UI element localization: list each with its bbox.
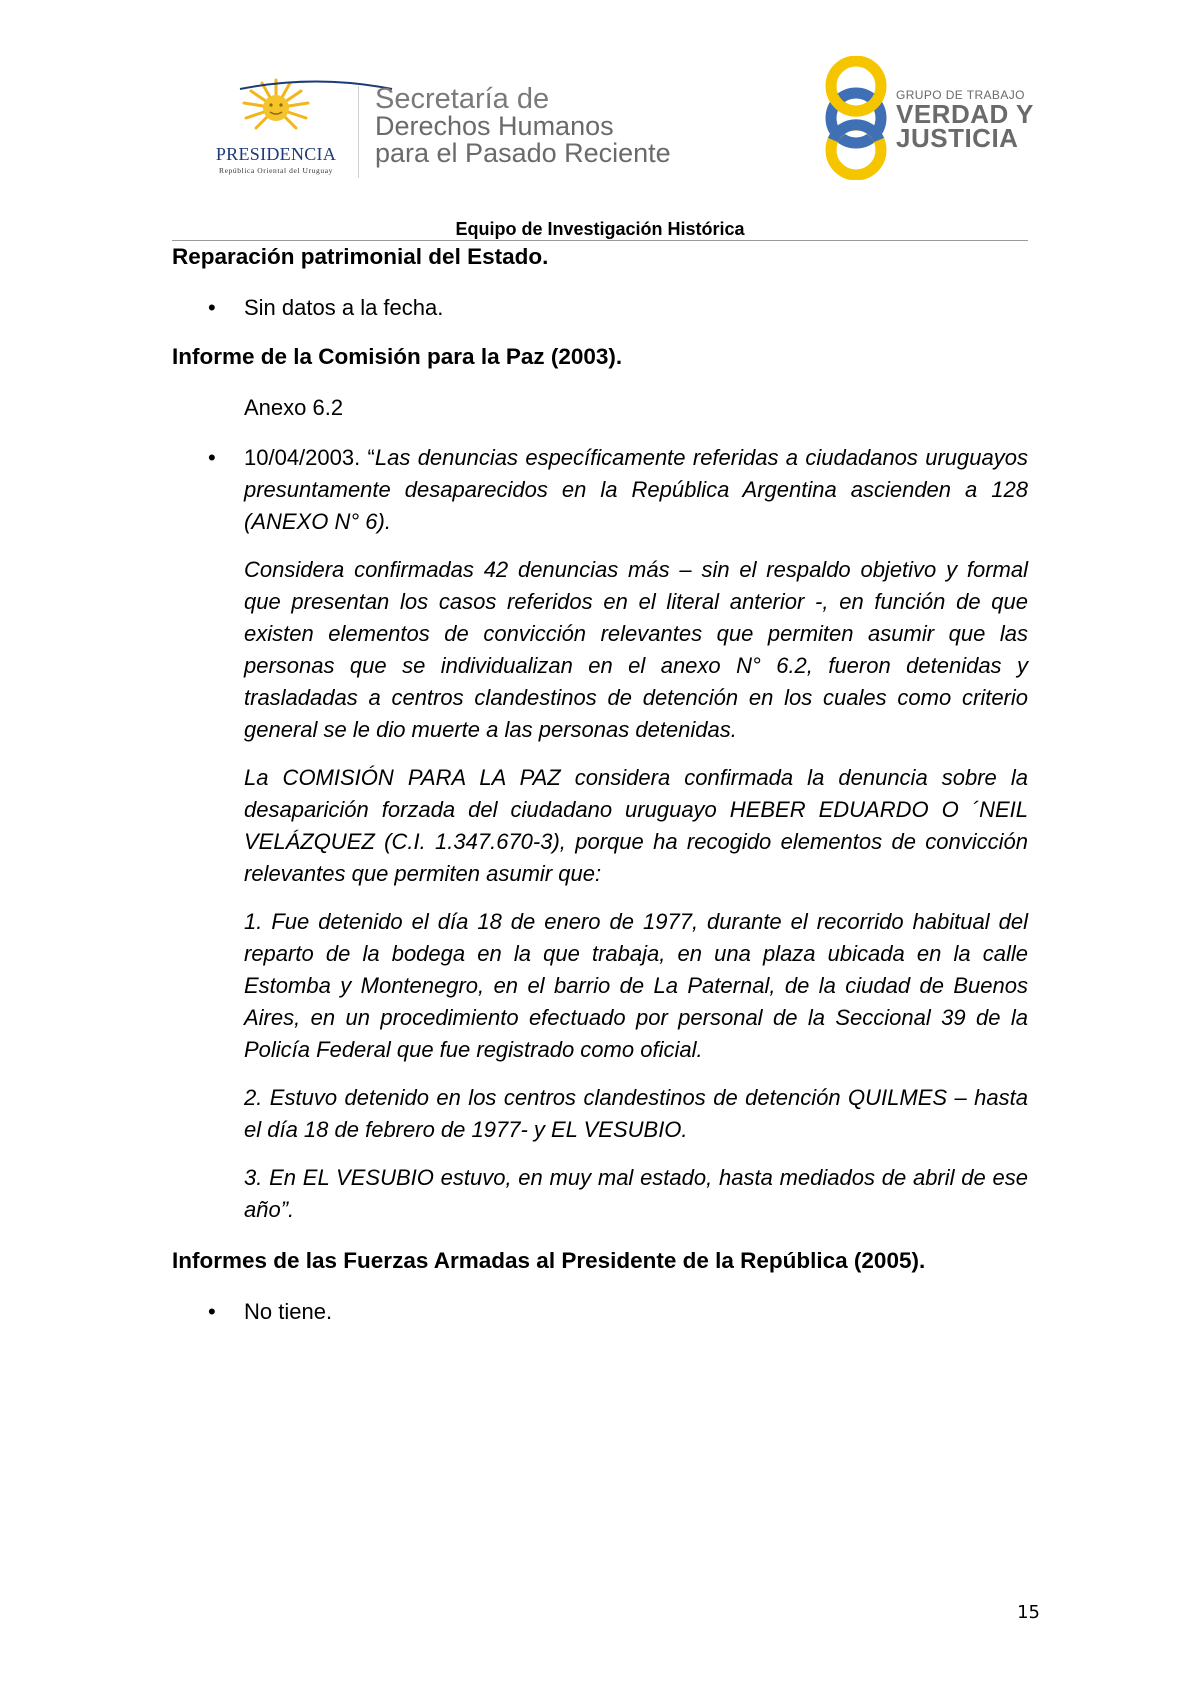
quote-paragraph-2: La COMISIÓN PARA LA PAZ considera confirmada la denuncia sobre la desaparición forzada del ciudadano uruguayo HEBER EDUARDO O ´NEIL VELÁZQUEZ (C.I. 1.347.670-3), porque ha recogido elementos de convicción relevantes que permiten asumir que: [244,765,1028,886]
linked-rings-icon [820,56,896,180]
presidencia-name: PRESIDENCIA [215,144,337,164]
annex-label: Anexo 6.2 [244,395,344,420]
list-item [172,292,1028,324]
justicia-label: JUSTICIA [896,123,1019,153]
document-body [172,240,1028,1328]
quote-paragraph-5: 3. En EL VESUBIO estuvo, en muy mal estado, hasta mediados de abril de ese año”. [244,1165,1028,1222]
secretaria-line-3: para el Pasado Reciente [375,138,671,168]
bullet-icon: • [208,1299,216,1324]
secretaria-title [375,83,671,168]
verdad-label: VERDAD Y [896,99,1034,129]
arc-line-icon [236,78,396,90]
page-number: 15 [1017,1602,1040,1623]
presidencia-logo [196,78,356,178]
team-title: Equipo de Investigación Histórica [455,219,745,239]
logo-divider [358,86,359,178]
secretaria-line-2: Derechos Humanos [375,111,614,141]
section-heading-fuerzas: Informes de las Fuerzas Armadas al Presidente de la República (2005). [172,1248,926,1273]
list-item-text: Sin datos a la fecha. [244,295,444,320]
quote-paragraph-3: 1. Fue detenido el día 18 de enero de 1977, durante el recorrido habitual del reparto de la bodega en la que trabaja, en una plaza ubicada en la calle Estomba y Montenegro, en el barrio de La Paternal, de la ciudad de Buenos Aires, en un procedimiento efectuado por personal de la Seccional 39 de la Policía Federal que fue registrado como oficial. [244,909,1028,1062]
verdad-justicia-logo [820,56,1040,180]
quote-paragraph-4: 2. Estuvo detenido en los centros clandestinos de detención QUILMES – hasta el día 18 de febrero de 1977- y EL VESUBIO. [244,1085,1028,1142]
presidencia-subtitle: República Oriental del Uruguay [218,166,333,175]
grupo-label: GRUPO DE TRABAJO [896,88,1025,102]
section-heading-reparacion: Reparación patrimonial del Estado. [172,244,549,269]
verdad-justicia-text [896,88,1034,153]
section-heading-comision: Informe de la Comisión para la Paz (2003). [172,344,623,369]
quote-text: Las denuncias específicamente referidas a ciudadanos uruguayos presuntamente desaparecidos en la República Argentina ascienden a 128 (ANEXO N° 6). [244,445,1028,534]
bullet-icon: • [208,295,216,320]
page-header [0,0,1190,240]
quote-paragraph-1: Considera confirmadas 42 denuncias más – sin el respaldo objetivo y formal que presentan los casos referidos en el literal anterior -, en función de que existen elementos de convicción relevantes que permiten asumir que las personas que se individualizan en el anexo N° 6.2, fueron detenidas y trasladadas a centros clandestinos de detención en los cuales como criterio general se le dio muerte a las personas detenidas. [244,557,1028,742]
list-item [172,442,1028,538]
secretaria-line-1: Secretaría de [375,83,550,115]
list-item-text: No tiene. [244,1299,333,1324]
entry-date: 10/04/2003. “ [244,445,375,470]
list-item [172,1296,1028,1328]
bullet-icon: • [208,445,216,470]
